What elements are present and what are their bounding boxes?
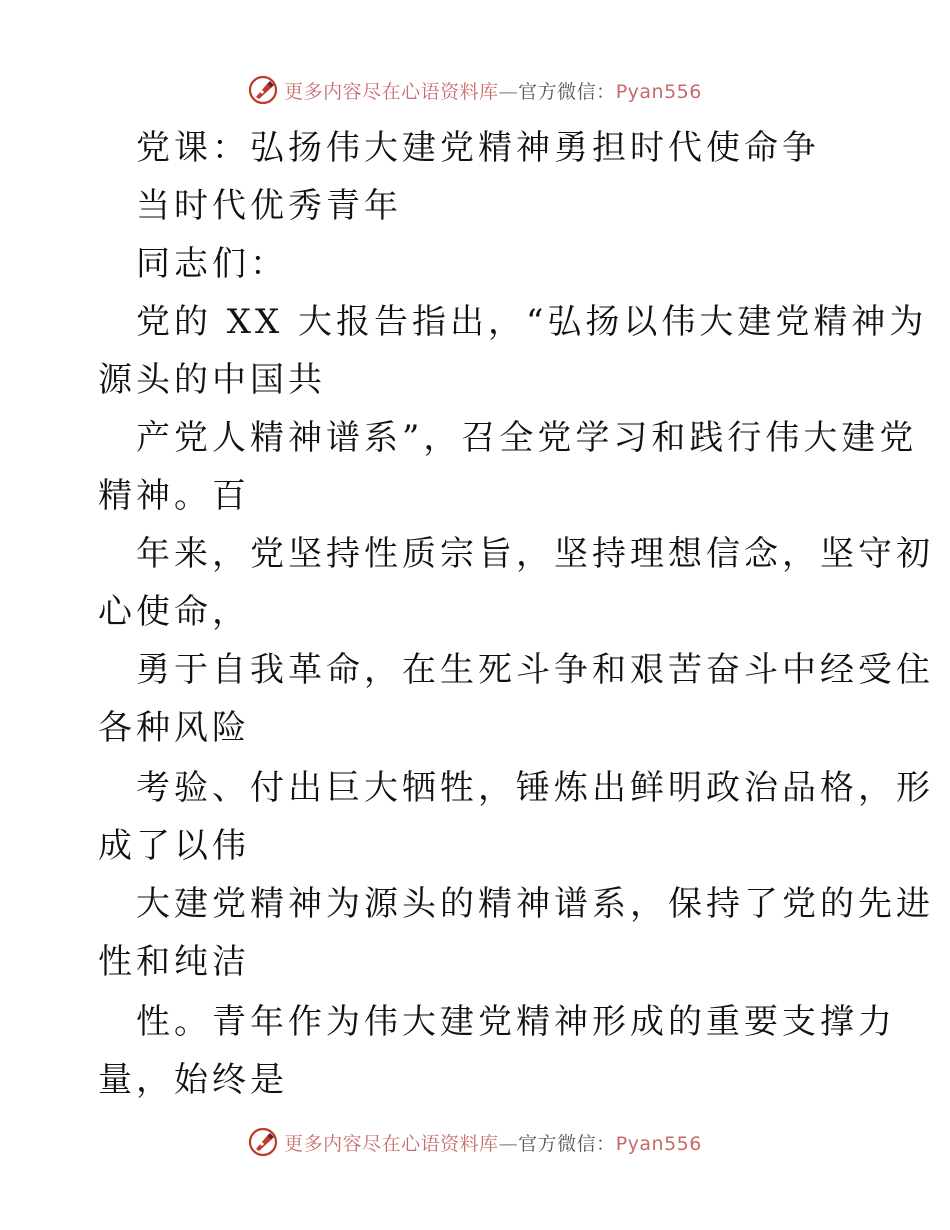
document-title-line-1: 党课：弘扬伟大建党精神勇担时代使命争 xyxy=(136,128,820,168)
paragraph-line: 各种风险 xyxy=(98,708,250,748)
paragraph-line: 性。青年作为伟大建党精神形成的重要支撑力 xyxy=(136,1002,896,1042)
footer-watermark-text: 更多内容尽在心语资料库—官方微信：Pyan556 xyxy=(284,1132,702,1155)
document-title-line-2: 当时代优秀青年 xyxy=(136,186,402,226)
paragraph-line: 心使命， xyxy=(98,592,250,632)
paragraph-line: 党的 XX 大报告指出，“弘扬以伟大建党精神为 xyxy=(136,302,928,342)
paragraph-line: 年来，党坚持性质宗旨，坚持理想信念，坚守初 xyxy=(136,534,934,574)
pen-nib-logo-icon xyxy=(248,1127,278,1157)
footer-watermark xyxy=(0,1120,950,1164)
header-watermark xyxy=(0,68,950,112)
paragraph-line: 大建党精神为源头的精神谱系，保持了党的先进 xyxy=(136,884,934,924)
paragraph-line: 产党人精神谱系”，召全党学习和践行伟大建党 xyxy=(136,418,918,458)
pen-nib-logo-icon xyxy=(248,75,278,105)
paragraph-line: 勇于自我革命，在生死斗争和艰苦奋斗中经受住 xyxy=(136,650,934,690)
header-watermark-text: 更多内容尽在心语资料库—官方微信：Pyan556 xyxy=(284,80,702,103)
paragraph-line: 精神。百 xyxy=(98,476,250,516)
paragraph-line: 量，始终是 xyxy=(98,1060,288,1100)
paragraph-line: 源头的中国共 xyxy=(98,360,326,400)
salutation: 同志们： xyxy=(136,244,288,284)
paragraph-line: 成了以伟 xyxy=(98,826,250,866)
paragraph-line: 性和纯洁 xyxy=(98,942,250,982)
paragraph-line: 考验、付出巨大牺牲，锤炼出鲜明政治品格，形 xyxy=(136,768,934,808)
